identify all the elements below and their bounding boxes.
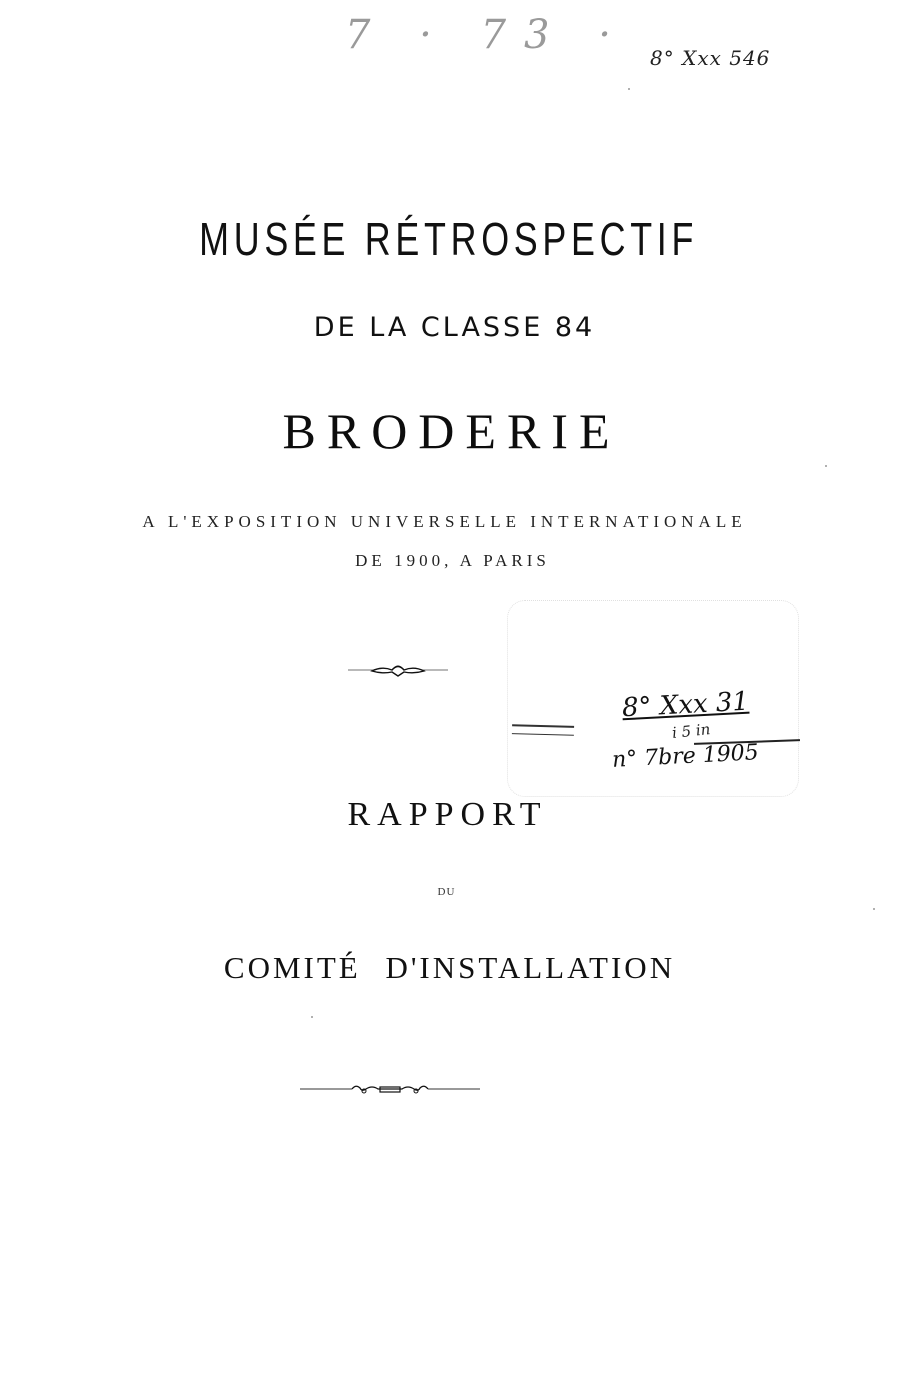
title-date-place: DE 1900, A PARIS bbox=[355, 551, 550, 570]
ornament-divider-small-icon bbox=[348, 660, 448, 680]
scan-speck bbox=[825, 465, 827, 467]
title-exposition: A L'EXPOSITION UNIVERSELLE INTERNATIONALE bbox=[142, 512, 747, 531]
title-musee-retrospectif: MUSÉE RÉTROSPECTIF bbox=[199, 213, 699, 265]
subtitle-du: DU bbox=[437, 886, 456, 898]
shelfmark-top-right: 8° Xxx 546 bbox=[650, 46, 771, 70]
pencil-mark-top: 7 · 73 · bbox=[345, 12, 629, 58]
ornament-divider-large-icon bbox=[300, 1080, 480, 1098]
stamp-double-rule bbox=[512, 724, 574, 736]
title-de-la-classe: DE LA CLASSE 84 bbox=[313, 312, 596, 343]
call-number-line-2: i 5 in bbox=[671, 720, 712, 742]
subtitle-comite-installation: COMITÉ D'INSTALLATION bbox=[223, 950, 676, 985]
scan-speck bbox=[873, 908, 875, 910]
subtitle-rapport: RAPPORT bbox=[347, 796, 548, 833]
call-number: 8° Xxx 31 bbox=[621, 686, 750, 724]
scan-speck bbox=[628, 88, 630, 90]
call-number-date: n° 7bre 1905 bbox=[611, 740, 760, 773]
title-broderie: BRODERIE bbox=[282, 403, 621, 459]
scan-speck bbox=[311, 1016, 313, 1018]
